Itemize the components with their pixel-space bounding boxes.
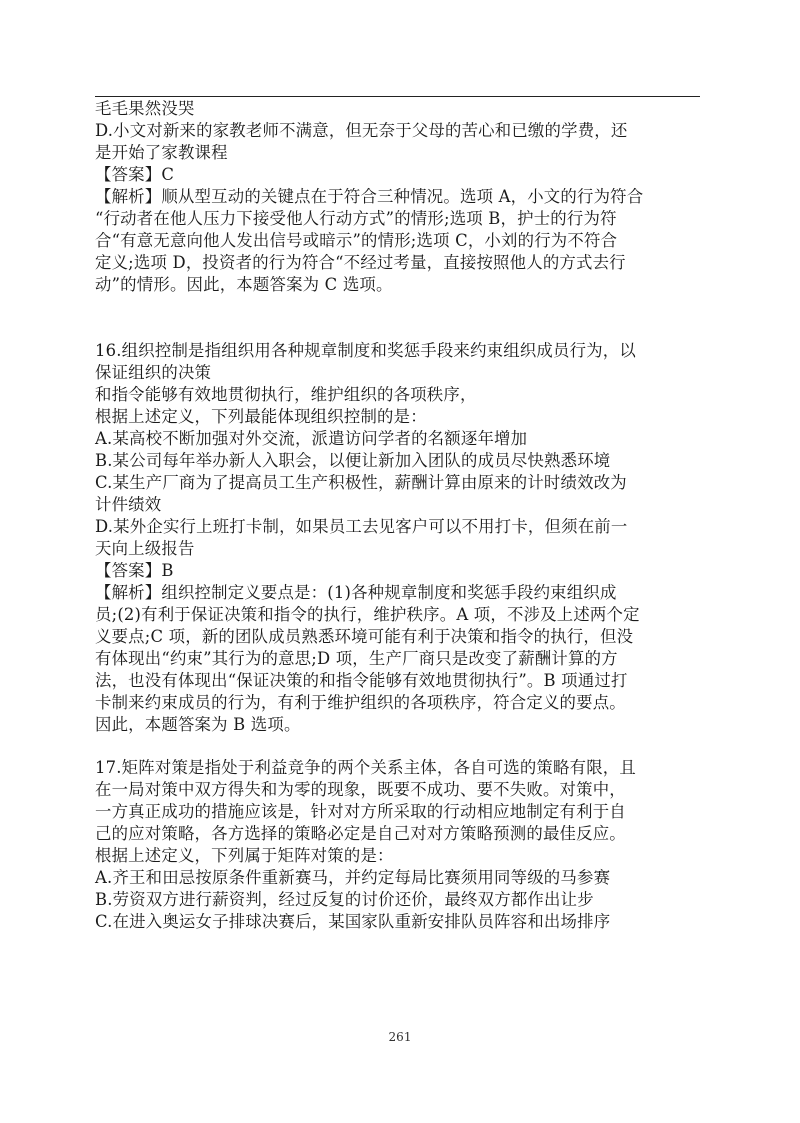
analysis-line: 有体现出“约束”其行为的意思;D 项，生产厂商只是改变了薪酬计算的方 [95, 649, 618, 668]
analysis-line: 【解析】组织控制定义要点是：(1)各种规章制度和奖惩手段约束组织成 [95, 583, 617, 602]
answer-line: 【答案】B [95, 561, 174, 580]
question-stem-line: 17.矩阵对策是指处于利益竞争的两个关系主体，各自可选的策略有限，且 [95, 758, 636, 777]
text-line: 是开始了家教课程 [95, 143, 228, 162]
prev-question-block [95, 98, 705, 296]
question-stem-line: 一方真正成功的措施应该是，针对对方所采取的行动相应地制定有利于自 [95, 802, 626, 821]
analysis-line: 卡制来约束成员的行为，有利于维护组织的各项秩序，符合定义的要点。 [95, 693, 626, 712]
question-stem-line: 和指令能够有效地贯彻执行，维护组织的各项秩序， [95, 385, 477, 404]
question-prompt-line: 根据上述定义，下列最能体现组织控制的是： [95, 407, 427, 426]
answer-line: 【答案】C [95, 165, 175, 184]
question-stem-line: 己的应对策略，各方选择的策略必定是自己对对方策略预测的最佳反应。 [95, 824, 626, 843]
option-b-line: B.劳资双方进行薪资判，经过反复的讨价还价，最终双方都作出让步 [95, 890, 594, 909]
page-content [95, 98, 705, 933]
option-d-line: D.小文对新来的家教老师不满意，但无奈于父母的苦心和已缴的学费，还 [95, 121, 628, 140]
analysis-line: 【解析】顺从型互动的关键点在于符合三种情况。选项 A，小文的行为符合 [95, 187, 644, 206]
analysis-line: 法，也没有体现出“保证决策的和指令能够有效地贯彻执行”。B 项通过打 [95, 671, 628, 690]
question-16-block [95, 340, 705, 736]
analysis-line: 员;(2)有利于保证决策和指令的执行，维护秩序。A 项，不涉及上述两个定 [95, 605, 640, 624]
question-prompt-line: 根据上述定义，下列属于矩阵对策的是： [95, 846, 394, 865]
analysis-line: 动”的情形。因此，本题答案为 C 选项。 [95, 275, 393, 294]
option-c-line: C.在进入奥运女子排球决赛后，某国家队重新安排队员阵容和出场排序 [95, 912, 611, 931]
question-stem-line: 16.组织控制是指组织用各种规章制度和奖惩手段来约束组织成员行为，以 [95, 341, 636, 360]
analysis-line: 定义;选项 D，投资者的行为符合“不经过考量，直接按照他人的方式去行 [95, 253, 626, 272]
analysis-line: 因此，本题答案为 B 选项。 [95, 715, 301, 734]
analysis-line: “行动者在他人压力下接受他人行动方式”的情形;选项 B，护士的行为符 [95, 209, 617, 228]
question-stem-line: 保证组织的决策 [95, 363, 212, 382]
question-stem-line: 在一局对策中双方得失和为零的现象，既要不成功、要不失败。对策中， [95, 780, 626, 799]
option-c-line: 计件绩效 [95, 495, 162, 514]
option-a-line: A.齐王和田忌按原条件重新赛马，并约定每局比赛须用同等级的马参赛 [95, 868, 611, 887]
analysis-line: 义要点;C 项，新的团队成员熟悉环境可能有利于决策和指令的执行，但没 [95, 627, 634, 646]
header-rule [95, 96, 700, 97]
option-d-line: 天向上级报告 [95, 539, 195, 558]
page-number: 261 [388, 1030, 412, 1044]
analysis-line: 合“有意无意向他人发出信号或暗示”的情形;选项 C，小刘的行为不符合 [95, 231, 618, 250]
option-a-line: A.某高校不断加强对外交流，派遣访问学者的名额逐年增加 [95, 429, 528, 448]
text-line: 毛毛果然没哭 [95, 99, 195, 118]
option-d-line: D.某外企实行上班打卡制，如果员工去见客户可以不用打卡，但须在前一 [95, 517, 628, 536]
option-c-line: C.某生产厂商为了提高员工生产积极性，薪酬计算由原来的计时绩效改为 [95, 473, 627, 492]
option-b-line: B.某公司每年举办新人入职会，以便让新加入团队的成员尽快熟悉环境 [95, 451, 611, 470]
question-17-block [95, 757, 705, 933]
